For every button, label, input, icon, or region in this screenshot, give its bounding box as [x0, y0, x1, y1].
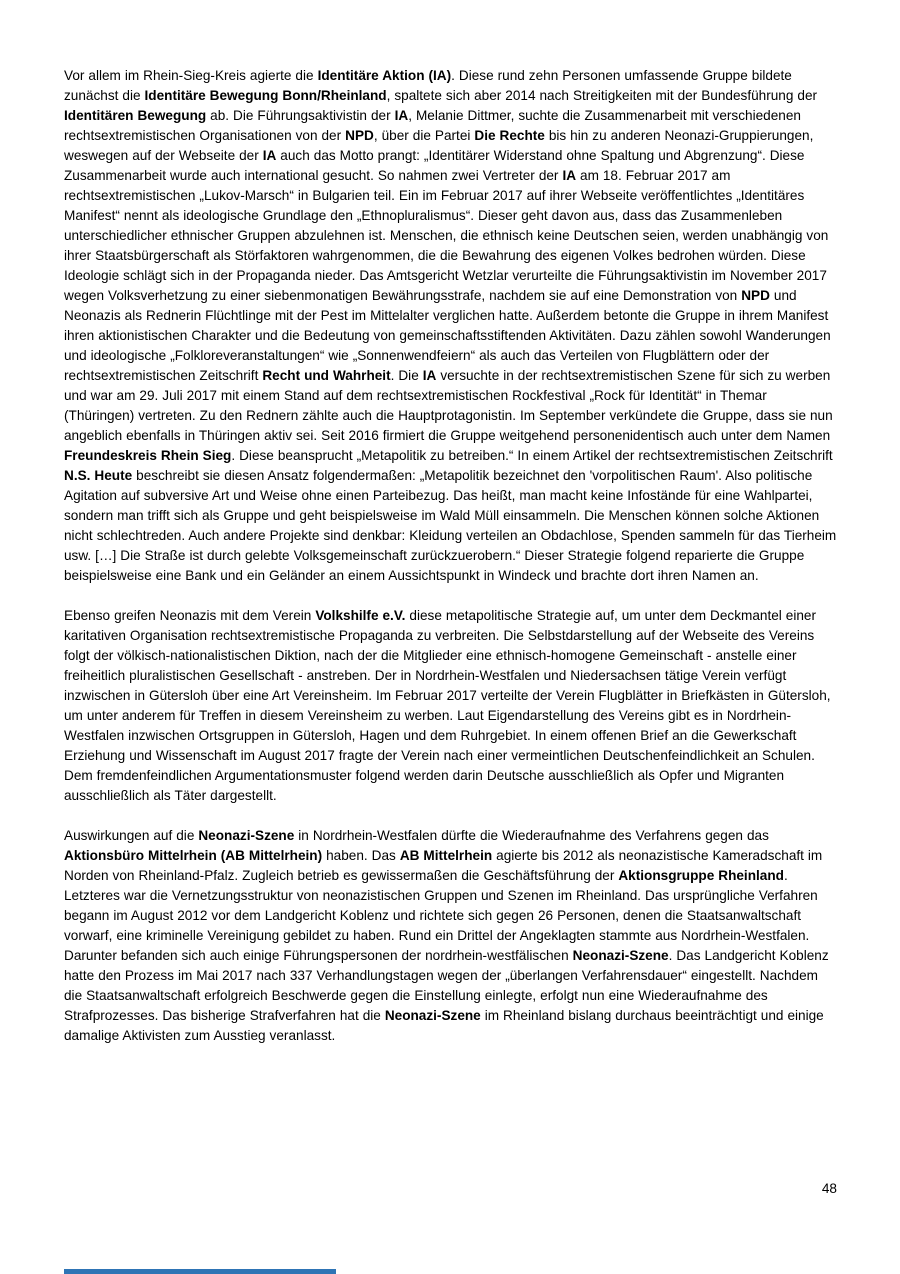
text-run: auch das Motto prangt: „Identitärer Widerstand ohne Spaltung und Abgrenzung“. Diese Zusammenarbeit wurde auch international gesucht. So nahmen zwei Vertreter der [64, 148, 805, 183]
bold-text-run: AB Mittelrhein [399, 848, 493, 863]
bold-text-run: IA [562, 168, 577, 183]
bold-text-run: Die Rechte [474, 128, 545, 143]
text-run: am 18. Februar 2017 am rechtsextremistischen „Lukov-Marsch“ in Bulgarien teil. Ein im Februar 2017 auf ihrer Webseite veröffentlichtes „Identitäres Manifest“ nennt als ideologische Grundlage den „Ethnopluralismus“. Dieser geht davon aus, dass das Zusammenleben unterschiedlicher ethnischer Gruppen abzulehnen ist. Menschen, die ethnisch keine Deutschen seien, werden unabhängig von ihrer Staatsbürgerschaft als Störfaktoren wahrgenommen, die die Bewahrung des eigenen Volkes bedrohen würden. Diese Ideologie schlägt sich in der Propaganda nieder. Das Amtsgericht Wetzlar verurteilte die Führungsaktivistin im November 2017 wegen Volksverhetzung zu einer siebenmonatigen Bewährungsstrafe, nachdem sie auf eine Demonstration von [64, 168, 829, 303]
text-run: ab. Die Führungsaktivistin der [206, 108, 395, 123]
paragraph-1 [64, 66, 837, 586]
page-footer [64, 1180, 837, 1198]
bold-text-run: Freundeskreis Rhein Sieg [64, 448, 232, 463]
text-run: im Rheinland bislang durchaus beeinträchtigt und einige damalige Aktivisten zum Ausstieg veranlasst. [64, 1008, 824, 1043]
bold-text-run: IA [262, 148, 277, 163]
text-run: . Letzteres war die Vernetzungsstruktur von neonazistischen Gruppen und Szenen im Rheinland. Das ursprüngliche Verfahren begann im August 2012 vor dem Landgericht Koblenz und richtete sich gegen 26 Personen, denen die Staatsanwaltschaft vorwarf, eine kriminelle Vereinigung gebildet zu haben. Rund ein Drittel der Angeklagten stammte aus Nordrhein-Westfalen. Darunter befanden sich auch einige Führungspersonen der nordrhein-westfälischen [64, 868, 818, 963]
text-run: , über die Partei [373, 128, 475, 143]
text-run: versuchte in der rechtsextremistischen Szene für sich zu werben und war am 29. Juli 2017 mit einem Stand auf dem rechtsextremistischen Rockfestival „Rock für Identität“ in Themar (Thüringen) vertreten. Zu den Rednern zählte auch die Hauptprotagonistin. Im September verkündete die Gruppe, dass sie nun angeblich ebenfalls in Thüringen aktiv sei. Seit 2016 firmiert die Gruppe weitgehend personenidentisch auch unter dem Namen [64, 368, 833, 443]
bold-text-run: Volkshilfe e.V. [315, 608, 406, 623]
bold-text-run: IA [394, 108, 409, 123]
text-run: . Diese beansprucht „Metapolitik zu betreiben.“ In einem Artikel der rechtsextremistischen Zeitschrift [231, 448, 833, 463]
bold-text-run: Neonazi-Szene [572, 948, 669, 963]
text-run: agierte bis 2012 als neonazistische Kameradschaft im Norden von Rheinland-Pfalz. Zugleich betrieb es gewissermaßen die Geschäftsführung der [64, 848, 823, 883]
bold-text-run: Aktionsbüro Mittelrhein (AB Mittelrhein) [64, 848, 323, 863]
text-run: beschreibt sie diesen Ansatz folgendermaßen: „Metapolitik bezeichnet den 'vorpolitischen Raum'. Also politische Agitation auf subversive Art und Weise ohne einen Parteibezug. Das heißt, man macht keine Infostände für eine Wahlpartei, sondern man trifft sich als Gruppe und geht beispielsweise im Wald Müll einsammeln. Die Menschen können solche Aktionen nicht schlechtreden. Auch andere Projekte sind denkbar: Kleidung verteilen an Obdachlose, Spenden sammeln für das Tierheim usw. […] Die Straße ist durch gelebte Volksgemeinschaft zurückzuerobern.“ Dieser Strategie folgend reparierte die Gruppe beispielsweise eine Bank und ein Geländer an einem Aussichtspunkt in Windeck und brachte dort ihren Namen an. [64, 468, 837, 583]
text-run: . Das Landgericht Koblenz hatte den Prozess im Mai 2017 nach 337 Verhandlungstagen wegen der „überlangen Verfahrensdauer“ eingestellt. Nachdem die Staatsanwaltschaft erfolgreich Beschwerde gegen die Einstellung einlegte, erfolgt nun eine Wiederaufnahme des Strafprozesses. Das bisherige Strafverfahren hat die [64, 948, 829, 1023]
bold-text-run: N.S. Heute [64, 468, 133, 483]
text-run: bis hin zu anderen Neonazi-Gruppierungen, weswegen auf der Webseite der [64, 128, 814, 163]
bold-text-run: IA [422, 368, 437, 383]
text-run: , spaltete sich aber 2014 nach Streitigkeiten mit der Bundesführung der [386, 88, 818, 103]
text-run: und Neonazis als Rednerin Flüchtlinge mit der Pest im Mittelalter verglichen hatte. Außerdem betonte die Gruppe in ihrem Manifest ihren aktionistischen Charakter und die Bedeutung von gemeinschaftsstiftenden Aktivitäten. Dazu zählen sowohl Wanderungen und ideologische „Folkloreveranstaltungen“ wie „Sonnenwendfeiern“ als auch das Verteilen von Flugblättern oder der rechtsextremistischen Zeitschrift [64, 288, 831, 383]
bold-text-run: Recht und Wahrheit [262, 368, 391, 383]
bold-text-run: NPD [345, 128, 374, 143]
text-run: diese metapolitische Strategie auf, um unter dem Deckmantel einer karitativen Organisation rechtsextremistische Propaganda zu verbreiten. Die Selbstdarstellung auf der Webseite des Vereins folgt der völkisch-nationalistischen Diktion, nach der die Mitglieder eine ethnisch-homogene Gemeinschaft - anstelle einer freiheitlich pluralistischen Gesellschaft - anstreben. Der in Nordrhein-Westfalen und Niedersachsen tätige Verein verfügt inzwischen in Gütersloh über eine Art Vereinsheim. Im Februar 2017 verteilte der Verein Flugblätter in Briefkästen in Gütersloh, um unter anderem für Treffen in diesem Vereinsheim zu werben. Laut Eigendarstellung des Vereins gibt es in Nordrhein-Westfalen inzwischen Ortsgruppen in Gütersloh, Hagen und dem Ruhrgebiet. In einem offenen Brief an die Gewerkschaft Erziehung und Wissenschaft im August 2017 fragte der Verein nach einer vermeintlichen Deutschenfeindlichkeit an Schulen. Dem fremdenfeindlichen Argumentationsmuster folgend werden darin Deutsche ausschließlich als Opfer und Migranten ausschließlich als Täter dargestellt. [64, 608, 831, 803]
document-body [64, 66, 837, 1066]
text-run: Auswirkungen auf die [64, 828, 199, 843]
text-run: in Nordrhein-Westfalen dürfte die Wiederaufnahme des Verfahrens gegen das [294, 828, 769, 843]
paragraph-3 [64, 826, 837, 1046]
text-run: . Die [390, 368, 423, 383]
bold-text-run: Identitären Bewegung [64, 108, 207, 123]
paragraph-2 [64, 606, 837, 806]
text-run: Ebenso greifen Neonazis mit dem Verein [64, 608, 316, 623]
bold-text-run: Aktionsgruppe Rheinland [618, 868, 784, 883]
text-run: Vor allem im Rhein-Sieg-Kreis agierte die [64, 68, 318, 83]
text-run: . Diese rund zehn Personen umfassende Gruppe bildete zunächst die [64, 68, 792, 103]
bottom-accent-bar [64, 1269, 336, 1274]
bold-text-run: Neonazi-Szene [384, 1008, 481, 1023]
bold-text-run: NPD [741, 288, 770, 303]
bold-text-run: Identitäre Aktion (IA) [317, 68, 452, 83]
text-run: , Melanie Dittmer, suchte die Zusammenarbeit mit verschiedenen rechtsextremistischen Organisationen von der [64, 108, 801, 143]
bold-text-run: Neonazi-Szene [198, 828, 295, 843]
page-number: 48 [821, 1181, 837, 1196]
bold-text-run: Identitäre Bewegung Bonn/Rheinland [144, 88, 387, 103]
text-run: haben. Das [322, 848, 400, 863]
